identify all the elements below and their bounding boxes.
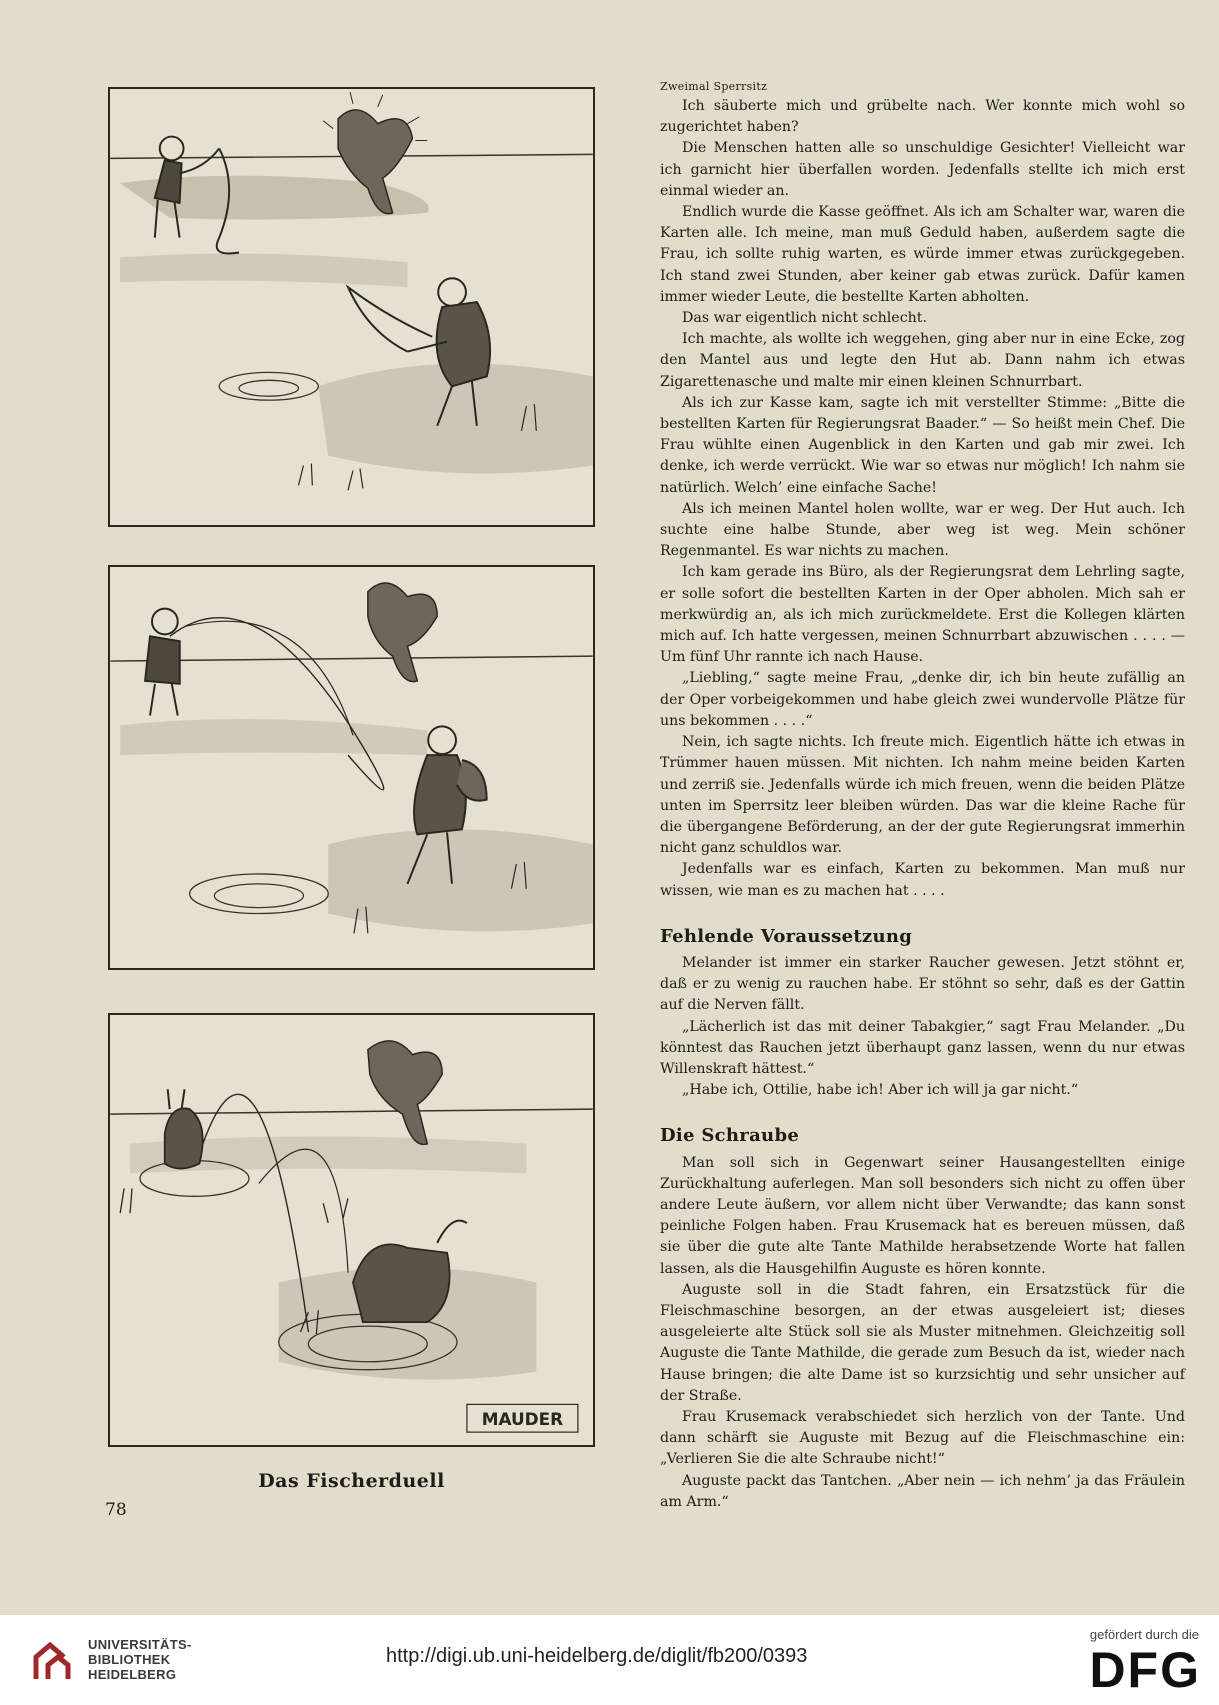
- library-name-line: BIBLIOTHEK: [88, 1652, 171, 1667]
- story3-paragraph: Auguste packt das Tantchen. „Aber nein — ich nehm’ ja das Fräulein am Arm.“: [660, 1472, 1185, 1510]
- cartoon-drawing-3: [110, 1015, 593, 1445]
- story1-paragraph: Als ich zur Kasse kam, sagte ich mit verstellter Stimme: „Bitte die bestellten Karten für Regierungsrat Baader.“ — So heißt mein Chef. Die Frau wühlte einen Augenblick in den Karten und gab mir zwei. Ich denke, ich werde verrückt. Wie war so etwas nur möglich! Ich nahm sie natürlich. Welch’ eine einfache Sache!: [660, 394, 1185, 496]
- library-logo-icon: [28, 1637, 78, 1687]
- story3-paragraph: Frau Krusemack verabschiedet sich herzlich von der Tante. Und dann schärft sie Auguste mit Bezug auf die Fleischmaschine ein: „Verlieren Sie die alte Schraube nicht!“: [660, 1408, 1185, 1468]
- running-head: Zweimal Sperrsitz: [660, 80, 768, 93]
- library-name-line: UNIVERSITÄTS-: [88, 1637, 192, 1652]
- library-name: [88, 1637, 192, 1682]
- story1-paragraph: Das war eigentlich nicht schlecht.: [682, 310, 927, 327]
- cartoon-drawing-1: [110, 89, 593, 525]
- story2-paragraph: „Lächerlich ist das mit deiner Tabakgier,“ sagt Frau Melander. „Du könntest das Rauchen jetzt überhaupt ganz lassen, wenn du nur etwas Willenskraft hättest.“: [660, 1018, 1185, 1077]
- page-number: 78: [105, 1500, 127, 1520]
- source-url-link[interactable]: http://digi.ub.uni-heidelberg.de/diglit/fb200/0393: [386, 1645, 808, 1667]
- story2-paragraph: Melander ist immer ein starker Raucher gewesen. Jetzt stöhnt er, daß er zu wenig zu rauchen habe. Er stöhnt so sehr, daß es der Gattin auf die Nerven fällt.: [660, 954, 1185, 1014]
- text-column: [660, 78, 1185, 1513]
- cartoon-panel-2: [108, 565, 595, 970]
- story1-paragraph: Ich machte, als wollte ich weggehen, ging aber nur in eine Ecke, zog den Mantel aus und legte den Hut ab. Dann nahm ich etwas Zigarettenasche und malte mir einen kleinen Schnurrbart.: [660, 331, 1185, 390]
- dfg-logo: DFG: [1089, 1642, 1201, 1698]
- story1-paragraph: Als ich meinen Mantel holen wollte, war er weg. Der Hut auch. Ich suchte eine halbe Stunde, aber weg ist weg. Mein schöner Regenmantel. Es war nichts zu machen.: [660, 500, 1185, 560]
- cartoon-drawing-2: [110, 567, 593, 968]
- story3-title: Die Schraube: [660, 1125, 800, 1147]
- story1-paragraph: Endlich wurde die Kasse geöffnet. Als ich am Schalter war, waren die Karten alle. Ich meine, man muß Geduld haben, außerdem sagte die Frau, ich sollte ruhig warten, es würde immer etwas zurückgegeben. Ich stand zwei Stunden, aber keiner gab etwas zurück. Dafür kamen immer wieder Leute, die bestellte Karten abholten.: [660, 204, 1185, 305]
- library-name-line: HEIDELBERG: [88, 1667, 177, 1682]
- funded-by-label: gefördert durch die: [1089, 1627, 1199, 1642]
- story2-paragraph: „Habe ich, Ottilie, habe ich! Aber ich will ja gar nicht.“: [682, 1082, 1079, 1099]
- story1-paragraph: „Liebling,“ sagte meine Frau, „denke dir, ich bin heute zufällig an der Oper vorbeigekommen und habe gleich zwei wundervolle Plätze für uns bekommen . . . .“: [660, 670, 1185, 729]
- digitization-footer: [0, 1615, 1219, 1705]
- cartoon-panel-1: [108, 87, 595, 527]
- story3-paragraph: Man soll sich in Gegenwart seiner Hausangestellten einige Zurückhaltung auferlegen. Man soll besonders sich nicht zu offen über andere Leute äußern, vor allem nicht über Verwandte; das kann sonst peinliche Folgen haben. Frau Krusemack hat es bereuen müssen, daß sie über die gute alte Tante Mathilde herabsetzende Worte hat fallen lassen, als die Hausgehilfin Auguste es hören konnte.: [660, 1154, 1185, 1277]
- story1-paragraph: Ich kam gerade ins Büro, als der Regierungsrat dem Lehrling sagte, er solle sofort die bestellten Karten in der Oper abholen. Mich sah er merkwürdig an, als ich mich zurückmeldete. Erst die Kollegen klärten mich auf. Ich hatte vergessen, meinen Schnurrbart abzuwischen . . . . — Um fünf Uhr rannte ich nach Hause.: [660, 564, 1185, 666]
- story3-paragraph: Auguste soll in die Stadt fahren, ein Ersatzstück für die Fleischmaschine besorgen, an der etwas ausgeleiert ist; dieses ausgeleierte alte Stück soll sie als Muster mitnehmen. Gleichzeitig soll Auguste die Tante Mathilde, die gerade zum Besuch da ist, wieder nach Hause bringen; die alte Dame ist so kurzsichtig und sehr unsicher auf der Straße.: [660, 1281, 1185, 1404]
- story1-paragraph: Die Menschen hatten alle so unschuldige Gesichter! Vielleicht war ich garnicht hier überfallen worden. Jedenfalls stellte ich mich erst einmal wieder an.: [660, 140, 1185, 199]
- story2-title: Fehlende Voraussetzung: [660, 925, 913, 947]
- cartoon-caption: Das Fischerduell: [258, 1470, 445, 1492]
- story1-paragraph: Ich säuberte mich und grübelte nach. Wer konnte mich wohl so zugerichtet haben?: [660, 98, 1185, 136]
- story1-paragraph: Nein, ich sagte nichts. Ich freute mich. Eigentlich hätte ich etwas in Trümmer hauen müssen. Mit nichten. Ich nahm meine beiden Karten und zerriß sie. Jedenfalls würde ich mich freuen, wenn die beiden Plätze unten im Sperrsitz leer bleiben würden. Das war die kleine Rache für die übergangene Beförderung, an der der gute Regierungsrat immerhin nicht ganz schuldlos war.: [660, 734, 1185, 857]
- story1-paragraph: Jedenfalls war es einfach, Karten zu bekommen. Man muß nur wissen, wie man es zu machen hat . . . .: [660, 861, 1185, 899]
- artist-signature: MAUDER: [481, 1409, 564, 1430]
- cartoon-panel-3: [108, 1013, 595, 1447]
